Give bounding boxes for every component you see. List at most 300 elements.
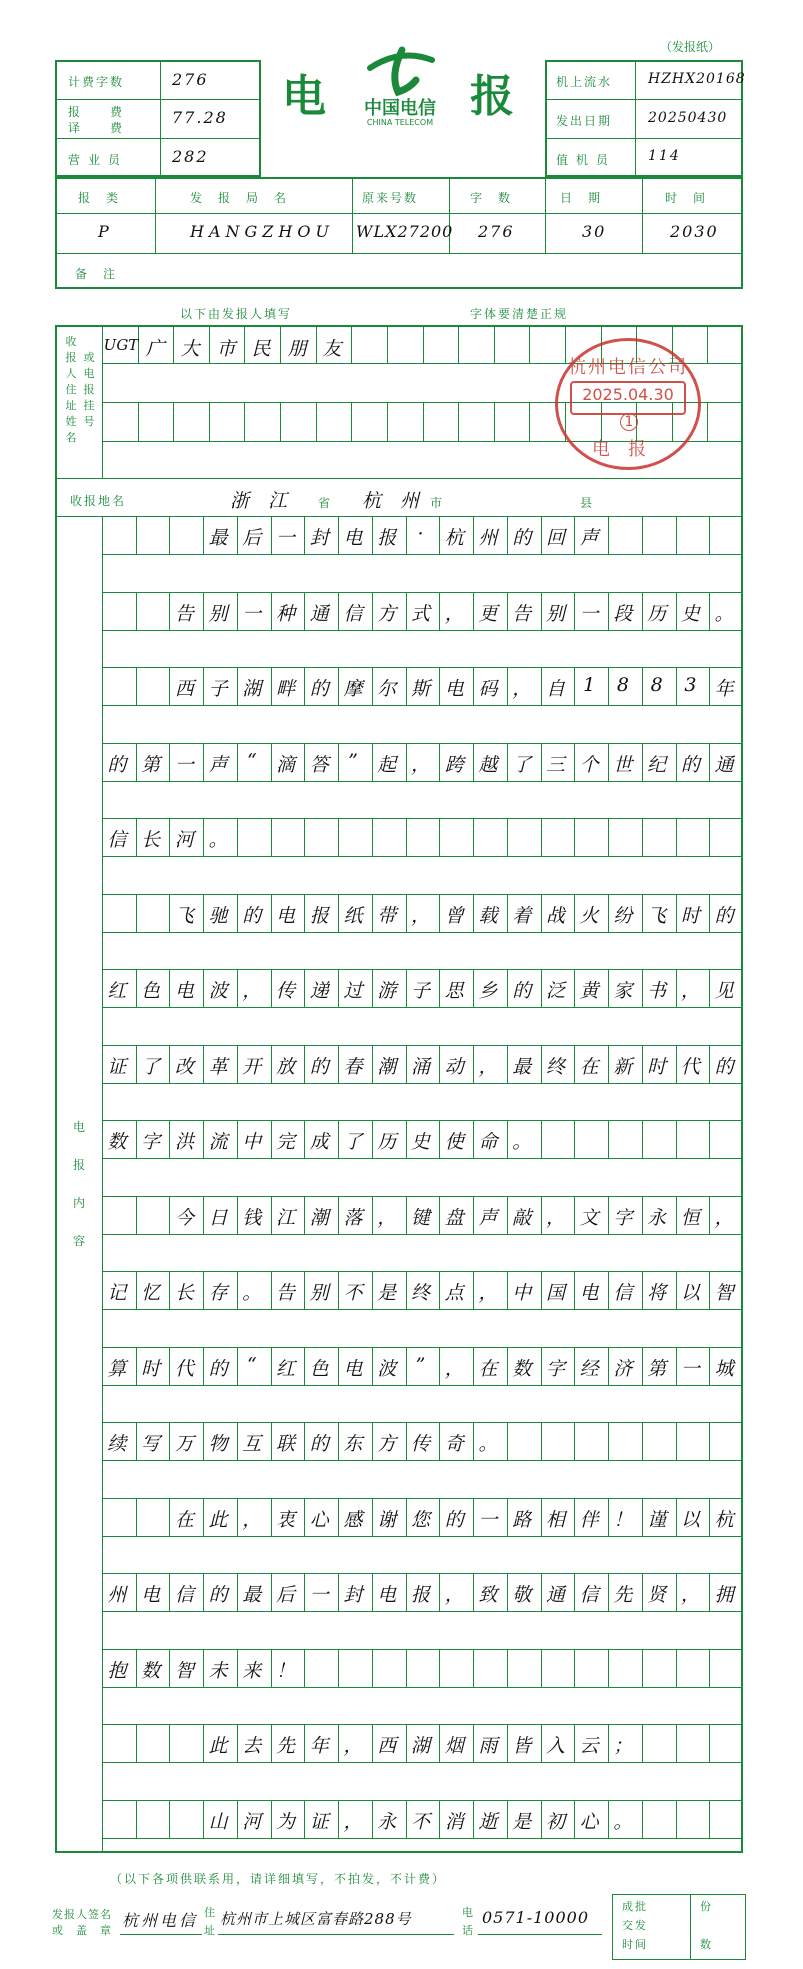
content-char: 去 bbox=[242, 1735, 262, 1757]
sender-label-2: 或 盖 章 bbox=[52, 1924, 112, 1937]
content-char: 为 bbox=[276, 1810, 296, 1833]
content-char: 史 bbox=[680, 602, 700, 625]
fee-count-label: 计费字数 bbox=[68, 75, 125, 89]
content-char: 烟 bbox=[444, 1735, 464, 1757]
content-char: 自 bbox=[545, 678, 565, 700]
county-unit: 县 bbox=[580, 496, 595, 510]
content-char: 成 bbox=[309, 1131, 329, 1153]
content-char: 续 bbox=[107, 1433, 127, 1455]
content-char: 以 bbox=[680, 1508, 700, 1531]
content-char: 黄 bbox=[579, 980, 599, 1002]
content-char: 一 bbox=[276, 527, 296, 549]
content-char: 1 bbox=[583, 674, 596, 696]
content-char: ， bbox=[410, 753, 430, 776]
content-char: ； bbox=[613, 1735, 633, 1757]
content-char: 山 bbox=[208, 1810, 228, 1833]
city-unit: 市 bbox=[430, 496, 445, 510]
content-char: 8 bbox=[650, 674, 663, 696]
content-char: 云 bbox=[579, 1735, 599, 1757]
content-char: 证 bbox=[309, 1810, 329, 1833]
phone-label-2: 话 bbox=[462, 1924, 475, 1937]
grid-line bbox=[136, 1498, 137, 1536]
content-char: ， bbox=[512, 678, 532, 700]
machine-no-label: 机上流水 bbox=[556, 75, 613, 89]
val-office: HANGZHOU bbox=[190, 222, 334, 241]
grid-line bbox=[102, 1611, 743, 1612]
grid-line bbox=[642, 1120, 643, 1158]
grid-line bbox=[529, 402, 530, 441]
content-char: 乡 bbox=[478, 980, 498, 1002]
machine-no-value: HZHX20168 bbox=[648, 71, 746, 87]
grid-line bbox=[102, 932, 743, 933]
content-char: 码 bbox=[478, 678, 498, 700]
content-char: 永 bbox=[647, 1206, 667, 1229]
grid-line bbox=[138, 402, 139, 441]
content-char: 子 bbox=[208, 678, 228, 700]
content-char: 谨 bbox=[647, 1508, 667, 1531]
content-char: 。 bbox=[242, 1282, 262, 1304]
grid-line bbox=[169, 516, 170, 554]
content-char: 贤 bbox=[647, 1584, 667, 1606]
grid-line bbox=[102, 1271, 743, 1272]
content-char: 致 bbox=[478, 1584, 498, 1606]
grid-line bbox=[709, 1422, 710, 1460]
grid-line bbox=[304, 818, 305, 856]
content-char: 世 bbox=[613, 753, 633, 776]
content-char: 别 bbox=[545, 602, 565, 625]
content-char: 济 bbox=[613, 1357, 633, 1380]
content-char: 洪 bbox=[174, 1131, 194, 1153]
content-char: 家 bbox=[613, 980, 633, 1002]
content-char: 封 bbox=[309, 527, 329, 549]
content-char: 忆 bbox=[141, 1282, 161, 1304]
content-char: ， bbox=[343, 1810, 363, 1833]
content-char: 最 bbox=[512, 1055, 532, 1078]
content-char: 通 bbox=[714, 753, 734, 776]
operator-value: 114 bbox=[648, 148, 681, 164]
fee-count-value: 276 bbox=[172, 70, 209, 89]
content-char: 红 bbox=[276, 1357, 296, 1380]
content-char: ” bbox=[415, 1353, 426, 1376]
content-char: 今 bbox=[174, 1206, 194, 1229]
recipient-char: UGT bbox=[103, 336, 139, 354]
addr-label-1: 住 bbox=[204, 1906, 217, 1919]
content-char: 西 bbox=[377, 1735, 397, 1757]
content-char: 电 bbox=[444, 678, 464, 700]
grid-line bbox=[529, 325, 530, 363]
grid-line bbox=[102, 1385, 743, 1386]
grid-line bbox=[316, 402, 317, 441]
val-type: P bbox=[98, 222, 111, 241]
grid-line bbox=[102, 969, 743, 970]
content-char: 。 bbox=[478, 1433, 498, 1455]
content-char: 证 bbox=[107, 1055, 127, 1078]
content-char: 奇 bbox=[444, 1433, 464, 1455]
content-char: 告 bbox=[276, 1282, 296, 1304]
grid-line bbox=[507, 1649, 508, 1687]
content-char: 先 bbox=[613, 1584, 633, 1606]
content-char: 时 bbox=[647, 1055, 667, 1078]
grid-line bbox=[473, 1649, 474, 1687]
content-char: 一 bbox=[680, 1357, 700, 1380]
content-char: 报 bbox=[410, 1584, 430, 1606]
content-char: 互 bbox=[242, 1433, 262, 1455]
grid-line bbox=[102, 705, 743, 706]
content-char: 后 bbox=[242, 527, 262, 549]
content-char: 命 bbox=[478, 1131, 498, 1153]
grid-line bbox=[709, 1649, 710, 1687]
batch-4: 份 bbox=[700, 1900, 713, 1913]
content-char: 声 bbox=[579, 527, 599, 549]
grid-line bbox=[102, 1649, 743, 1650]
recipient-char: 友 bbox=[322, 338, 342, 360]
grid-line bbox=[136, 667, 137, 705]
grid-line bbox=[372, 1649, 373, 1687]
grid-line bbox=[642, 1422, 643, 1460]
content-char: 中 bbox=[512, 1282, 532, 1304]
content-char: 州 bbox=[478, 527, 498, 549]
hdr-date: 日 期 bbox=[560, 191, 603, 205]
content-char: 信 bbox=[579, 1584, 599, 1606]
grid-line bbox=[608, 1422, 609, 1460]
grid-line bbox=[709, 1120, 710, 1158]
content-char: 国 bbox=[545, 1282, 565, 1304]
grid-line bbox=[136, 1724, 137, 1762]
grid-line bbox=[102, 1045, 743, 1046]
grid-line bbox=[169, 1800, 170, 1838]
content-char: 信 bbox=[343, 602, 363, 625]
note-left: 以下由发报人填写 bbox=[180, 307, 293, 321]
province-unit: 省 bbox=[318, 496, 333, 510]
content-char: 载 bbox=[478, 904, 498, 927]
content-char: 3 bbox=[684, 674, 697, 696]
grid-line bbox=[102, 818, 743, 819]
content-char: 不 bbox=[410, 1810, 430, 1833]
content-char: 电 bbox=[343, 527, 363, 549]
content-char: 最 bbox=[208, 527, 228, 549]
content-char: ， bbox=[478, 1282, 498, 1304]
content-char: 的 bbox=[444, 1508, 464, 1531]
address-province: 浙 江 bbox=[230, 490, 288, 512]
china-telecom-logo bbox=[350, 40, 450, 140]
grid-line bbox=[102, 1724, 743, 1725]
grid-line bbox=[102, 1007, 743, 1008]
batch-2: 交发 bbox=[622, 1919, 648, 1932]
content-char: 摩 bbox=[343, 678, 363, 700]
content-char: 钱 bbox=[242, 1206, 262, 1229]
content-char: 杭 bbox=[444, 527, 464, 549]
content-char: 此 bbox=[208, 1735, 228, 1757]
content-char: 的 bbox=[309, 1055, 329, 1078]
content-char: 未 bbox=[208, 1659, 228, 1682]
hdr-orig-no: 原来号数 bbox=[362, 191, 419, 205]
content-char: 字 bbox=[545, 1357, 565, 1380]
batch-1: 成批 bbox=[622, 1900, 648, 1913]
content-char: 式 bbox=[410, 602, 430, 625]
content-char: 一 bbox=[242, 602, 262, 625]
content-char: 抱 bbox=[107, 1659, 127, 1682]
content-char: 是 bbox=[512, 1810, 532, 1833]
grid-line bbox=[102, 894, 743, 895]
content-char: 谢 bbox=[377, 1508, 397, 1531]
grid-line bbox=[102, 592, 743, 593]
content-char: 别 bbox=[309, 1282, 329, 1304]
grid-line bbox=[676, 1422, 677, 1460]
grid-line bbox=[507, 1422, 508, 1460]
content-char: 电 bbox=[141, 1584, 161, 1606]
grid-line bbox=[541, 1422, 542, 1460]
content-char: 的 bbox=[309, 1433, 329, 1455]
content-char: 完 bbox=[276, 1131, 296, 1153]
recipient-char: 大 bbox=[180, 338, 200, 360]
title-left: 电 bbox=[282, 71, 326, 122]
content-char: 最 bbox=[242, 1584, 262, 1606]
grid-line bbox=[707, 325, 708, 363]
content-char: 三 bbox=[545, 753, 565, 776]
content-char: 感 bbox=[343, 1508, 363, 1531]
grid-line bbox=[439, 1649, 440, 1687]
content-char: 联 bbox=[276, 1433, 296, 1455]
grid-line bbox=[608, 516, 609, 554]
grid-line bbox=[494, 325, 495, 363]
content-char: · bbox=[417, 523, 424, 545]
recipient-char: 广 bbox=[145, 338, 165, 360]
content-char: 您 bbox=[410, 1508, 430, 1531]
grid-line bbox=[102, 1158, 743, 1159]
content-char: 以 bbox=[680, 1282, 700, 1304]
grid-line bbox=[458, 325, 459, 363]
content-char: ， bbox=[714, 1206, 734, 1229]
content-char: 字 bbox=[141, 1131, 161, 1153]
content-char: “ bbox=[246, 1353, 257, 1376]
grid-line bbox=[709, 818, 710, 856]
content-char: ， bbox=[444, 1584, 464, 1606]
content-char: ， bbox=[444, 602, 464, 625]
content-char: 方 bbox=[377, 1433, 397, 1455]
content-char: 曾 bbox=[444, 904, 464, 927]
stamp-num: 1 bbox=[620, 413, 638, 431]
phone-value: 0571-10000 bbox=[482, 1908, 590, 1927]
content-char: 在 bbox=[478, 1357, 498, 1380]
content-char: 数 bbox=[141, 1659, 161, 1682]
content-char: 拥 bbox=[714, 1584, 734, 1606]
grid-line bbox=[423, 402, 424, 441]
grid-line bbox=[102, 1573, 743, 1574]
grid-line bbox=[102, 1536, 743, 1537]
content-char: 的 bbox=[309, 678, 329, 700]
content-char: 潮 bbox=[309, 1206, 329, 1229]
content-char: 河 bbox=[242, 1810, 262, 1833]
grid-line bbox=[169, 1724, 170, 1762]
content-char: 回 bbox=[545, 527, 565, 549]
content-char: ， bbox=[444, 1357, 464, 1380]
content-char: 信 bbox=[174, 1584, 194, 1606]
grid-line bbox=[642, 516, 643, 554]
grid-line bbox=[494, 402, 495, 441]
grid-line bbox=[676, 1649, 677, 1687]
address-label: 收报地名 bbox=[70, 494, 127, 508]
recipient-char: 市 bbox=[216, 338, 236, 360]
sender-value: 杭州电信 bbox=[122, 1911, 199, 1930]
grid-line bbox=[102, 1347, 743, 1348]
grid-line bbox=[707, 402, 708, 441]
content-char: 开 bbox=[242, 1055, 262, 1078]
content-char: 智 bbox=[714, 1282, 734, 1304]
grid-line bbox=[574, 818, 575, 856]
content-char: 带 bbox=[377, 904, 397, 927]
grid-line bbox=[676, 1120, 677, 1158]
content-char: 战 bbox=[545, 904, 565, 927]
content-char: 色 bbox=[309, 1357, 329, 1380]
content-char: 传 bbox=[410, 1433, 430, 1455]
content-char: 。 bbox=[208, 829, 228, 851]
grid-line bbox=[136, 894, 137, 932]
title-right: 报 bbox=[470, 71, 514, 122]
content-char: ， bbox=[377, 1206, 397, 1229]
content-side-label: 电 报 内 容 bbox=[72, 1120, 85, 1248]
content-char: 。 bbox=[613, 1810, 633, 1833]
content-char: 涌 bbox=[410, 1055, 430, 1078]
content-char: 了 bbox=[343, 1131, 363, 1153]
content-char: 点 bbox=[444, 1282, 464, 1304]
grid-line bbox=[608, 818, 609, 856]
content-char: 西 bbox=[174, 678, 194, 700]
content-char: 初 bbox=[545, 1810, 565, 1833]
grid-line bbox=[439, 818, 440, 856]
content-char: ， bbox=[242, 1508, 262, 1531]
content-char: 游 bbox=[377, 980, 397, 1002]
content-char: 思 bbox=[444, 980, 464, 1002]
val-orig-no: WLX27200 bbox=[356, 222, 454, 241]
grid-line bbox=[173, 402, 174, 441]
content-char: 的 bbox=[714, 904, 734, 927]
grid-line bbox=[608, 1120, 609, 1158]
content-char: 逝 bbox=[478, 1810, 498, 1833]
content-char: 湖 bbox=[410, 1735, 430, 1757]
content-char: 的 bbox=[512, 980, 532, 1002]
content-char: 江 bbox=[276, 1206, 296, 1229]
grid-line bbox=[102, 743, 743, 744]
grid-line bbox=[608, 1649, 609, 1687]
grid-line bbox=[338, 1649, 339, 1687]
grid-line bbox=[338, 818, 339, 856]
content-char: 改 bbox=[174, 1055, 194, 1078]
content-char: 代 bbox=[680, 1055, 700, 1078]
recipient-side-label: 收 报 人 住 址 姓 名 bbox=[65, 335, 77, 444]
content-char: 时 bbox=[680, 904, 700, 927]
content-char: 的 bbox=[208, 1584, 228, 1606]
content-char: 永 bbox=[377, 1810, 397, 1833]
content-char: 通 bbox=[545, 1584, 565, 1606]
content-char: 敲 bbox=[512, 1206, 532, 1229]
grid-line bbox=[237, 818, 238, 856]
content-char: 电 bbox=[174, 980, 194, 1002]
content-char: 日 bbox=[208, 1206, 228, 1229]
address-city: 杭 州 bbox=[362, 490, 420, 512]
hdr-office: 发 报 局 名 bbox=[190, 191, 289, 205]
grid-line bbox=[541, 1649, 542, 1687]
content-char: 在 bbox=[174, 1508, 194, 1531]
content-char: 的 bbox=[107, 753, 127, 776]
content-char: 泛 bbox=[545, 980, 565, 1002]
grid-line bbox=[102, 1120, 743, 1121]
grid-line bbox=[507, 818, 508, 856]
grid-line bbox=[102, 1422, 743, 1423]
content-char: 相 bbox=[545, 1508, 565, 1531]
content-char: 动 bbox=[444, 1055, 464, 1078]
content-char: 告 bbox=[512, 602, 532, 625]
footer-note: （以下各项供联系用，请详细填写，不拍发，不计费） bbox=[110, 1872, 447, 1886]
content-char: 东 bbox=[343, 1433, 363, 1455]
content-char: 答 bbox=[309, 753, 329, 776]
content-char: 终 bbox=[545, 1055, 565, 1078]
grid-line bbox=[102, 781, 743, 782]
grid-line bbox=[387, 325, 388, 363]
send-date-value: 20250430 bbox=[648, 110, 728, 126]
grid-line bbox=[102, 516, 743, 517]
grid-line bbox=[541, 818, 542, 856]
content-char: ” bbox=[348, 749, 358, 772]
content-char: 湖 bbox=[242, 678, 262, 700]
content-char: 使 bbox=[444, 1131, 464, 1153]
content-char: 别 bbox=[208, 602, 228, 625]
content-char: 起 bbox=[377, 753, 397, 776]
grid-line bbox=[574, 1120, 575, 1158]
fee-label-top: 报 费 bbox=[68, 105, 125, 119]
content-char: 的 bbox=[714, 1055, 734, 1078]
content-char: 落 bbox=[343, 1206, 363, 1229]
grid-line bbox=[102, 1309, 743, 1310]
send-date-label: 发出日期 bbox=[556, 114, 613, 128]
content-char: 是 bbox=[377, 1282, 397, 1304]
content-char: 伴 bbox=[579, 1508, 599, 1531]
batch-5: 数 bbox=[700, 1938, 713, 1951]
grid-line bbox=[209, 402, 210, 441]
grid-line bbox=[244, 402, 245, 441]
remark-label: 备 注 bbox=[75, 267, 118, 281]
hdr-time: 时 间 bbox=[665, 191, 708, 205]
sender-label-1: 发报人签名 bbox=[52, 1908, 112, 1921]
content-char: ！ bbox=[613, 1508, 633, 1531]
content-char: 报 bbox=[309, 904, 329, 927]
content-char: 递 bbox=[309, 980, 329, 1002]
grid-line bbox=[709, 516, 710, 554]
grid-line bbox=[102, 554, 743, 555]
content-char: 皆 bbox=[512, 1735, 532, 1757]
content-char: 第 bbox=[141, 753, 161, 776]
grid-line bbox=[271, 818, 272, 856]
grid-line bbox=[458, 402, 459, 441]
content-char: 数 bbox=[512, 1357, 532, 1380]
content-char: 恒 bbox=[680, 1206, 700, 1229]
content-char: 波 bbox=[208, 980, 228, 1002]
content-char: 杭 bbox=[714, 1508, 734, 1531]
grid-line bbox=[102, 1800, 743, 1801]
content-char: 飞 bbox=[647, 904, 667, 927]
content-char: 长 bbox=[174, 1282, 194, 1304]
content-char: 纸 bbox=[343, 904, 363, 927]
content-char: 色 bbox=[141, 980, 161, 1002]
content-char: 在 bbox=[579, 1055, 599, 1078]
grid-line bbox=[406, 1649, 407, 1687]
content-char: 州 bbox=[107, 1584, 127, 1606]
content-char: 见 bbox=[714, 980, 734, 1002]
content-char: ， bbox=[410, 904, 430, 927]
grid-line bbox=[676, 818, 677, 856]
content-char: 年 bbox=[714, 678, 734, 700]
content-char: 。 bbox=[512, 1131, 532, 1153]
content-char: 报 bbox=[377, 527, 397, 549]
